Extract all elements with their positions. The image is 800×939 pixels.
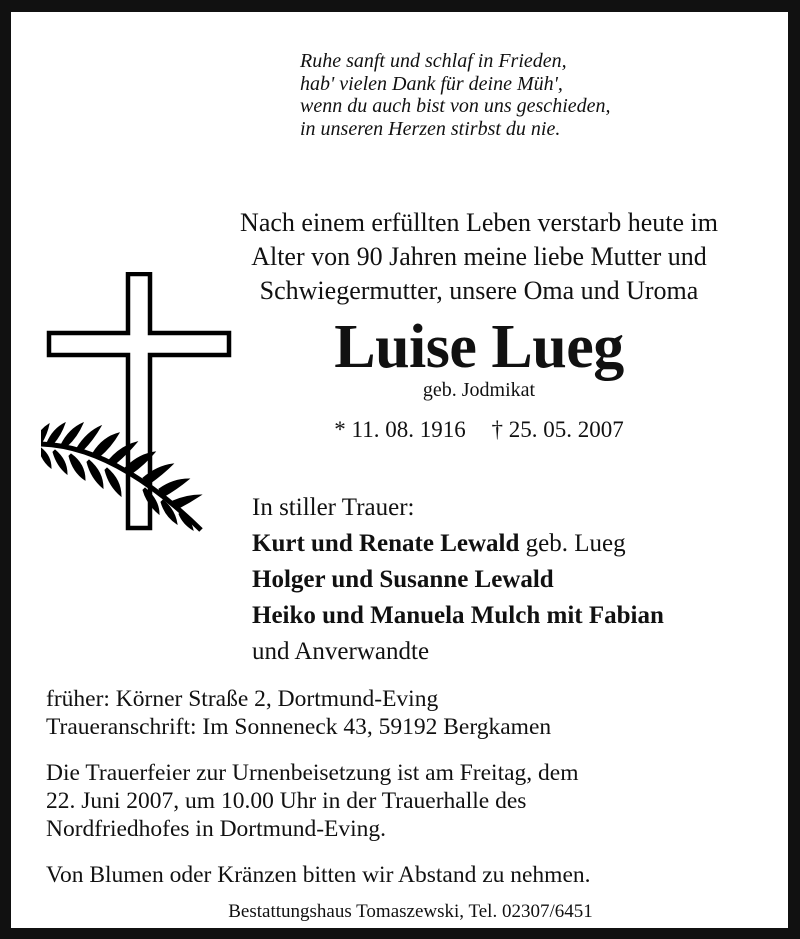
- ceremony-line: Nordfriedhofes in Dortmund-Eving.: [46, 816, 387, 842]
- mourner-suffix: geb. Lueg: [519, 530, 626, 557]
- flowers-request: Von Blumen oder Kränzen bitten wir Abstand zu nehmen.: [46, 862, 591, 888]
- address-block: [46, 685, 551, 741]
- mourner-line: [252, 526, 664, 562]
- death-date: † 25. 05. 2007: [491, 417, 624, 442]
- ceremony-line: 22. Juni 2007, um 10.00 Uhr in der Trauerhalle des: [46, 788, 527, 814]
- birth-name: geb. Jodmikat: [422, 379, 536, 401]
- deceased-name: Luise Lueg: [334, 313, 624, 381]
- birth-date: * 11. 08. 1916: [334, 417, 466, 442]
- poem-line: hab' vielen Dank für deine Müh',: [300, 72, 563, 95]
- poem-line: wenn du auch bist von uns geschieden,: [300, 95, 611, 117]
- intro-text: [171, 206, 787, 308]
- mourners-block: [252, 490, 664, 670]
- life-dates: [171, 415, 787, 445]
- mourner-names: Heiko und Manuela Mulch mit Fabian: [252, 602, 664, 629]
- mourners-heading: In stiller Trauer:: [252, 494, 415, 521]
- mourner-line: [252, 598, 664, 634]
- former-address: früher: Körner Straße 2, Dortmund-Eving: [46, 686, 439, 712]
- funeral-home-footer: Bestattungshaus Tomaszewski, Tel. 02307/6451: [228, 901, 593, 922]
- intro-line: Schwiegermutter, unsere Oma und Uroma: [259, 276, 699, 305]
- mourner-line: und Anverwandte: [252, 638, 430, 665]
- intro-line: Alter von 90 Jahren meine liebe Mutter und: [251, 242, 707, 271]
- ceremony-line: Die Trauerfeier zur Urnenbeisetzung ist am Freitag, dem: [46, 760, 579, 786]
- poem-line: in unseren Herzen stirbst du nie.: [300, 117, 561, 140]
- mourner-line: [252, 562, 664, 598]
- poem: [300, 50, 611, 140]
- mourning-address: Traueranschrift: Im Sonneneck 43, 59192 Bergkamen: [46, 714, 552, 740]
- intro-line: Nach einem erfüllten Leben verstarb heute im: [240, 208, 718, 237]
- mourner-names: Kurt und Renate Lewald: [252, 530, 520, 557]
- mourner-names: Holger und Susanne Lewald: [252, 566, 554, 593]
- ceremony-block: [46, 759, 579, 843]
- poem-line: Ruhe sanft und schlaf in Frieden,: [300, 50, 567, 72]
